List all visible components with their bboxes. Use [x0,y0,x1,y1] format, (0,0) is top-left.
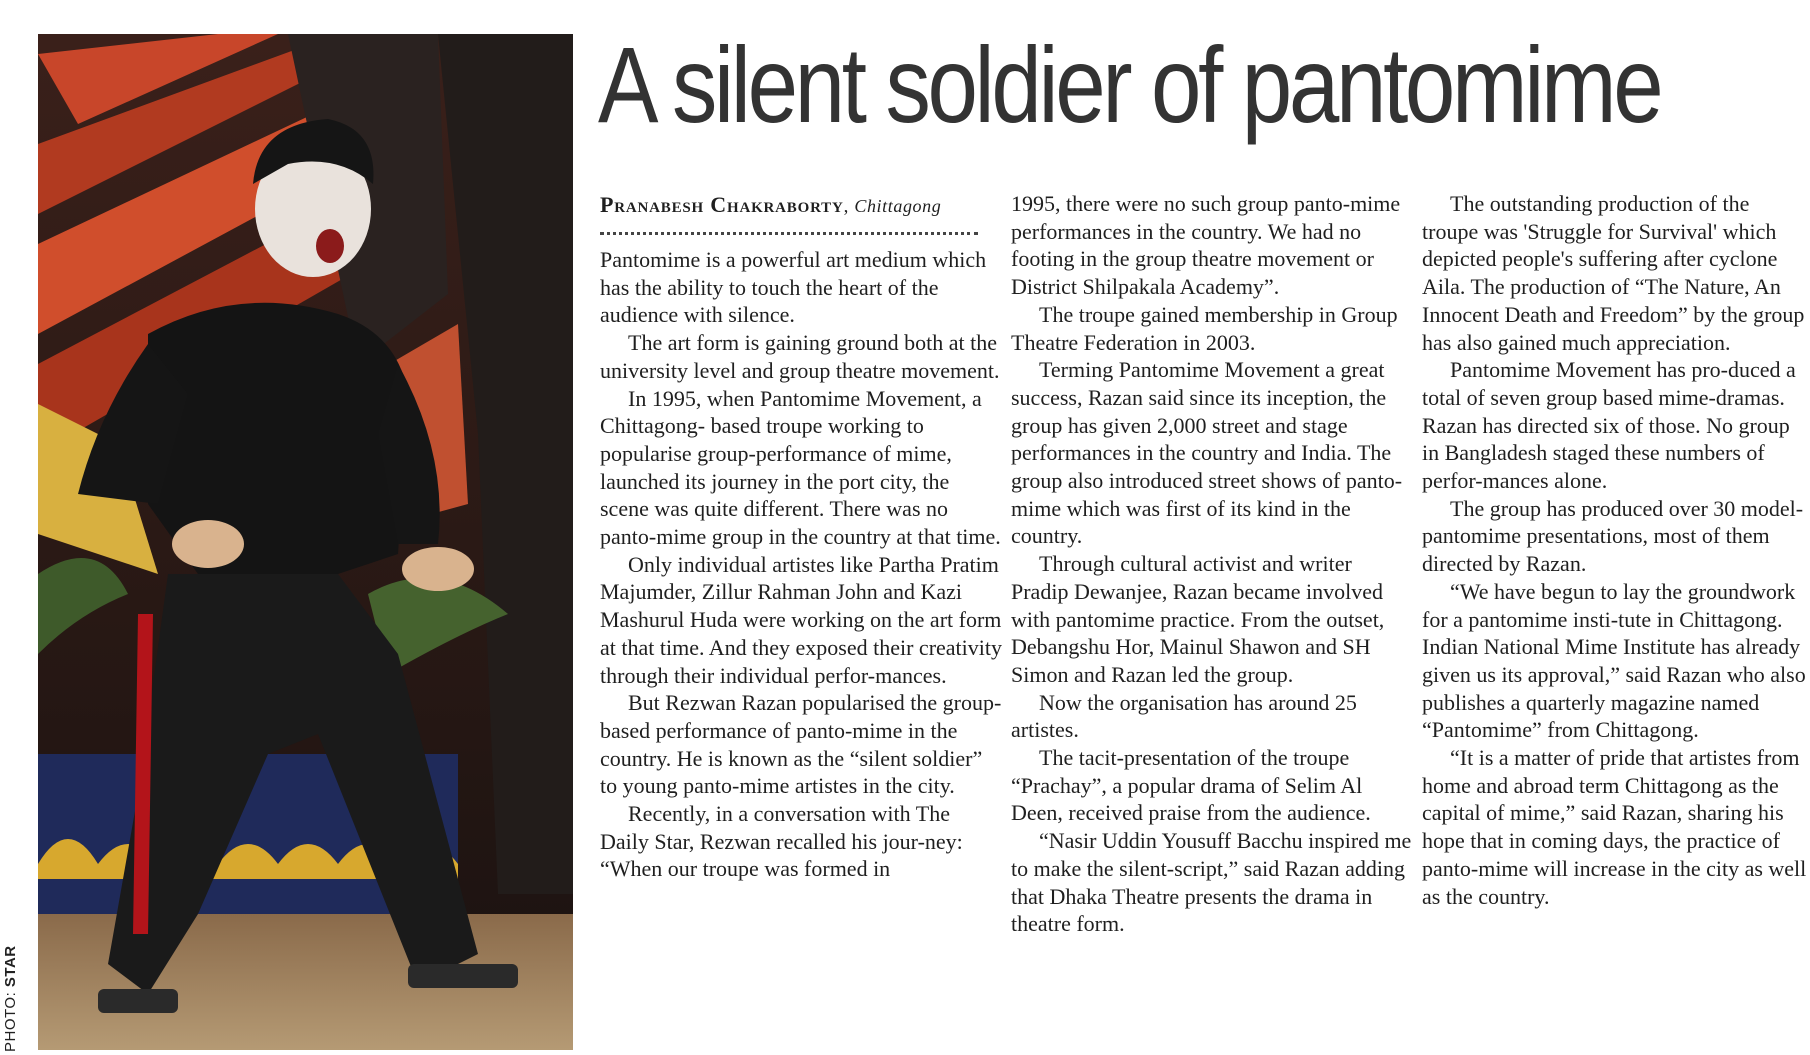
photo-credit [2,942,22,1052]
photo-credit-source: STAR [2,945,19,988]
paragraph: The troupe gained membership in Group Theatre Federation in 2003. [1011,301,1398,355]
paragraph: Recently, in a conversation with The Daily Star, Rezwan recalled his jour-ney: “When our troupe was formed in [600,801,963,882]
paragraph: “It is a matter of pride that artistes from home and abroad term Chittagong as the capital of mime,” said Razan, sharing his hope that in coming days, the practice of panto-mime will increase in the city as well as the country. [1422,745,1807,909]
article-column-2 [1011,190,1413,938]
byline-author: Pranabesh Chakraborty [600,192,844,217]
paragraph: Terming Pantomime Movement a great success, Razan said since its inception, the group has given 2,000 street and stage performances in the country and India. The group also introduced street shows of panto-mime which was first of its kind in the country. [1011,357,1403,549]
paragraph: The outstanding production of the troupe was 'Struggle for Survival' which depicted people's suffering after cyclone Aila. The production of “The Nature, An Innocent Death and Freedom” by the group has also gained much appreciation. [1422,191,1805,355]
column-2-body [1011,190,1413,938]
paragraph: Now the organisation has around 25 artistes. [1011,689,1357,743]
mime-performer-photo [38,34,573,1050]
byline [600,190,1002,222]
paragraph: In 1995, when Pantomime Movement, a Chittagong- based troupe working to popularise group-performance of mime, launched its journey in the port city, the scene was quite different. There was no panto-mime group in the country at that time. [600,385,1001,550]
paragraph: The group has produced over 30 model-pantomime presentations, most of them directed by Razan. [1422,495,1804,577]
photo-credit-label: PHOTO: [2,987,19,1052]
paragraph: Pantomime is a powerful art medium which has the ability to touch the heart of the audience with silence. [600,247,987,328]
paragraph: The tacit-presentation of the troupe “Prachay”, a popular drama of Selim Al Deen, received praise from the audience. [1011,745,1371,826]
article-column-1 [600,190,1002,883]
column-3-body [1422,190,1808,910]
paragraph: But Rezwan Razan popularised the group-based performance of panto-mime in the country. He is known as the “silent soldier” to young panto-mime artistes in the city. [600,690,1002,799]
byline-divider [600,232,978,235]
paragraph: Pantomime Movement has pro-duced a total of seven group based mime-dramas. Razan has directed six of those. No group in Bangladesh staged these numbers of perfor-mances alone. [1422,357,1796,494]
paragraph: 1995, there were no such group panto-mime performances in the country. We had no footing in the group theatre movement or District Shilpakala Academy”. [1011,191,1401,300]
column-1-body [600,246,1002,883]
paragraph: Through cultural activist and writer Pradip Dewanjee, Razan became involved with pantomime practice. From the outset, Debangshu Hor, Mainul Shawon and SH Simon and Razan led the group. [1011,551,1385,687]
byline-separator: , [843,196,849,217]
byline-location: Chittagong [854,196,942,216]
paragraph: “We have begun to lay the groundwork for a pantomime insti-tute in Chittagong. Indian National Mime Institute has already given us its approval,” said Razan who also publishes a quarterly magazine named “Pantomime” from Chittagong. [1422,578,1806,743]
headline: A silent soldier of pantomime [598,24,1661,145]
paragraph: The art form is gaining ground both at the university level and group theatre movement. [600,330,1000,383]
article-column-3 [1422,190,1808,910]
article-photo [38,34,573,1050]
paragraph: “Nasir Uddin Yousuff Bacchu inspired me to make the silent-script,” said Razan adding that Dhaka Theatre presents the drama in theatre form. [1011,828,1412,937]
paragraph: Only individual artistes like Partha Pratim Majumder, Zillur Rahman John and Kazi Mashurul Huda were working on the art form at that time. And they exposed their creativity through their individual perfor-mances. [600,551,1002,688]
